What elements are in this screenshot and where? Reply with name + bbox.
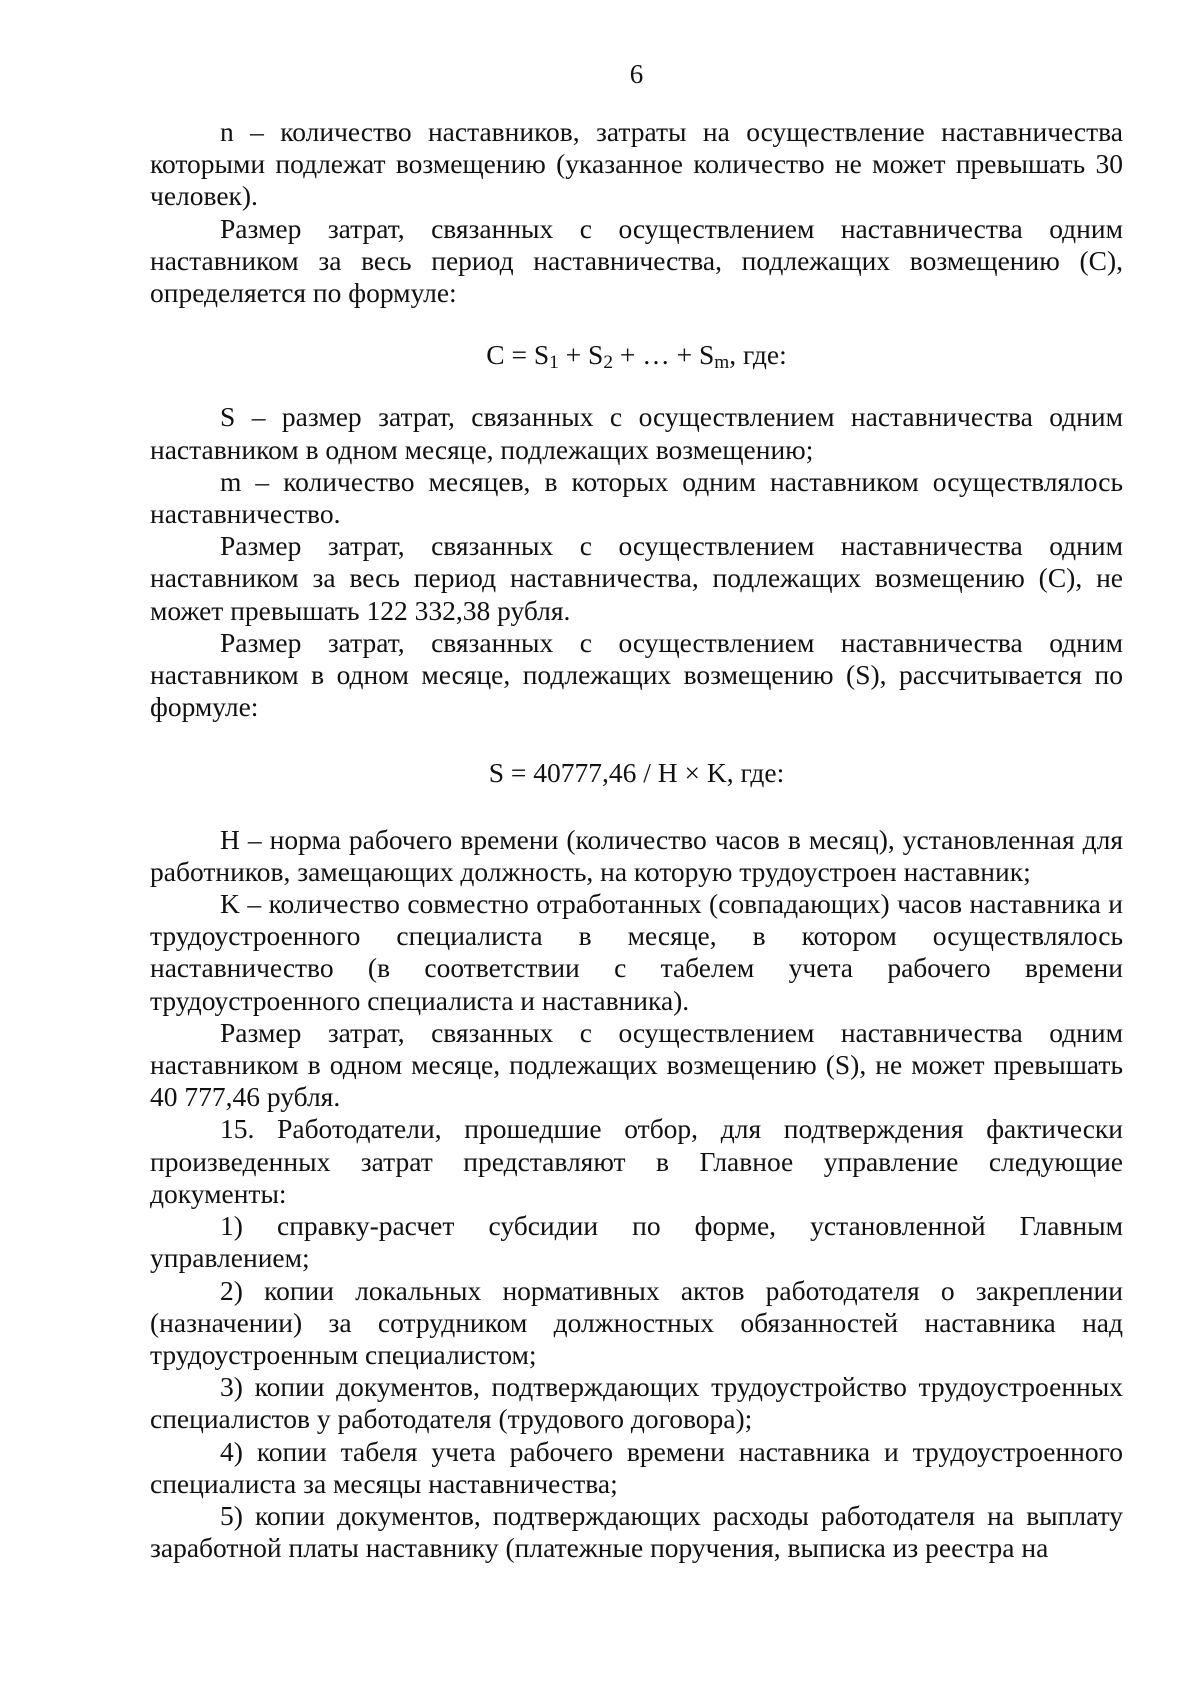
formula-c-tail: , где:: [729, 339, 787, 371]
formula-c-sub-m: m: [714, 352, 730, 374]
list-item-1: 1) справку-расчет субсидии по форме, установленной Главным управлением;: [150, 1210, 1123, 1274]
paragraph-m-definition: m – количество месяцев, в которых одним наставником осуществлялось наставничество.: [150, 465, 1123, 530]
paragraph-c-formula-intro: Размер затрат, связанных с осуществлением наставничества одним наставником за весь период наставничества, подлежащих возмещению (С), определяется по формуле:: [150, 212, 1123, 309]
paragraph-s-formula-intro: Размер затрат, связанных с осуществлением наставничества одним наставником в одном месяце, подлежащих возмещению (S), рассчитывается по формуле:: [150, 626, 1123, 723]
list-item-3: 3) копии документов, подтверждающих трудоустройство трудоустроенных специалистов у работодателя (трудового договора);: [150, 1371, 1123, 1435]
paragraph-s-definition: S – размер затрат, связанных с осуществлением наставничества одним наставником в одном месяце, подлежащих возмещению;: [150, 401, 1123, 465]
list-item-2: 2) копии локальных нормативных актов работодателя о закреплении (назначении) за сотрудником должностных обязанностей наставника над трудоустроенным специалистом;: [150, 1274, 1123, 1370]
paragraph-h-definition: Н – норма рабочего времени (количество часов в месяц), установленная для работников, замещающих должность, на которую трудоустроен наставник;: [150, 823, 1123, 887]
formula-c-plus-1: + S: [558, 339, 604, 371]
paragraph-k-definition: K – количество совместно отработанных (совпадающих) часов наставника и трудоустроенного специалиста в месяце, в котором осуществлялось наставничество (в соответствии с табелем учета рабочего времени трудоустроенного специалиста и наставника).: [150, 888, 1123, 1016]
page-number: 6: [629, 59, 644, 89]
formula-c-start: С = S: [486, 339, 550, 371]
paragraph-n-definition: n – количество наставников, затраты на осуществление наставничества которыми подлежат возмещению (указанное количество не может превышать 30 человек).: [150, 116, 1123, 212]
formula-c-sub-2: 2: [603, 352, 613, 374]
document-body: [150, 116, 1123, 1564]
paragraph-c-limit: Размер затрат, связанных с осуществлением наставничества одним наставником за весь период наставничества, подлежащих возмещению (С), не может превышать 122 332,38 рубля.: [150, 530, 1123, 626]
paragraph-s-limit: Размер затрат, связанных с осуществлением наставничества одним наставником в одном месяце, подлежащих возмещению (S), не может превышать 40 777,46 рубля.: [150, 1016, 1123, 1113]
formula-c: [150, 339, 1123, 374]
formula-c-plus-2: + … + S: [612, 339, 715, 371]
list-item-5: 5) копии документов, подтверждающих расходы работодателя на выплату заработной платы наставнику (платежные поручения, выписка из реестра на: [150, 1499, 1123, 1564]
paragraph-item-15: 15. Работодатели, прошедшие отбор, для подтверждения фактически произведенных затрат представляют в Главное управление следующие документы:: [150, 1113, 1123, 1209]
list-item-4: 4) копии табеля учета рабочего времени наставника и трудоустроенного специалиста за месяцы наставничества;: [150, 1435, 1123, 1499]
document-page: [150, 0, 1123, 1698]
formula-c-sub-1: 1: [549, 352, 559, 374]
formula-s: S = 40777,46 / Н × K, где:: [488, 757, 785, 789]
